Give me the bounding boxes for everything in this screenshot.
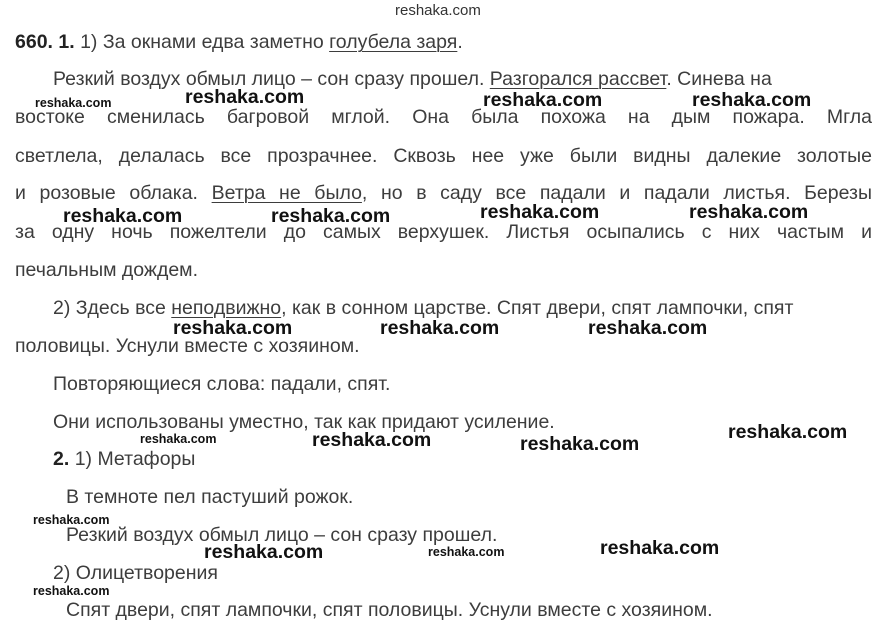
para2-line-2: половицы. Уснули вместе с хозяином. [15, 335, 360, 357]
watermark: reshaka.com [35, 96, 112, 110]
part2-label: 2. [53, 448, 70, 470]
para-line-1-a: Резкий воздух обмыл лицо – сон сразу прошел. [53, 68, 490, 90]
explanation: Они использованы уместно, так как придают усиление. [53, 411, 555, 433]
watermark: reshaka.com [588, 317, 708, 339]
para2-line-1-underlined: неподвижно [171, 297, 282, 319]
metaphors-title: 1) Метафоры [74, 448, 196, 470]
watermark: reshaka.com [140, 432, 217, 446]
site-label: reshaka.com [395, 2, 481, 19]
watermark: reshaka.com [689, 201, 809, 223]
para-line-2: востоке сменилась багровой мглой. Она была похожа на дым пожара. Мгла [15, 106, 872, 128]
sentence1-suffix: . [457, 31, 463, 53]
repeated-words: Повторяющиеся слова: падали, спят. [53, 373, 391, 395]
metaphor-2: Резкий воздух обмыл лицо – сон сразу прошел. [66, 524, 498, 546]
para-line-3: светлела, делалась все прозрачнее. Сквозь нее уже были видны далекие золотые [15, 145, 872, 167]
para-line-4-b: , но в саду все падали и падали листья. Березы [361, 182, 872, 204]
para2-line-1-a: 2) Здесь все [53, 297, 172, 319]
para-line-1-underlined: Разгорался рассвет [489, 68, 667, 90]
para-line-1-b: . Синева на [666, 68, 772, 90]
personification-1: Спят двери, спят лампочки, спят половицы. Уснули вместе с хозяином. [66, 599, 713, 621]
sentence1-prefix: 1) За окнами едва заметно [80, 31, 330, 53]
watermark: reshaka.com [600, 537, 720, 559]
watermark: reshaka.com [33, 584, 110, 598]
para-line-4-a: и розовые облака. [15, 182, 212, 204]
para-line-5: за одну ночь пожелтели до самых верхушек. Листья осыпались с них частым и [15, 221, 872, 243]
para2-line-1-b: , как в сонном царстве. Спят двери, спят лампочки, спят [281, 297, 794, 319]
para-line-4-underlined: Ветра не было [211, 182, 362, 204]
watermark: reshaka.com [63, 205, 183, 227]
part1-label: 1. [58, 31, 75, 53]
metaphor-1: В темноте пел пастуший рожок. [66, 486, 354, 508]
part2-heading [53, 447, 195, 471]
watermark: reshaka.com [173, 317, 293, 339]
watermark: reshaka.com [428, 545, 505, 559]
task-heading-line [15, 30, 463, 54]
task-number: 660. [15, 31, 53, 53]
watermark: reshaka.com [380, 317, 500, 339]
personification-title: 2) Олицетворения [53, 562, 218, 584]
watermark: reshaka.com [520, 433, 640, 455]
watermark: reshaka.com [185, 86, 305, 108]
watermark: reshaka.com [271, 205, 391, 227]
watermark: reshaka.com [204, 541, 324, 563]
para-line-6: печальным дождем. [15, 259, 199, 281]
sentence1-underlined: голубела заря [329, 31, 458, 53]
watermark: reshaka.com [312, 429, 432, 451]
watermark: reshaka.com [33, 513, 110, 527]
para-line-1 [53, 67, 772, 91]
watermark: reshaka.com [480, 201, 600, 223]
watermark: reshaka.com [483, 89, 603, 111]
watermark: reshaka.com [728, 421, 848, 443]
watermark: reshaka.com [692, 89, 812, 111]
